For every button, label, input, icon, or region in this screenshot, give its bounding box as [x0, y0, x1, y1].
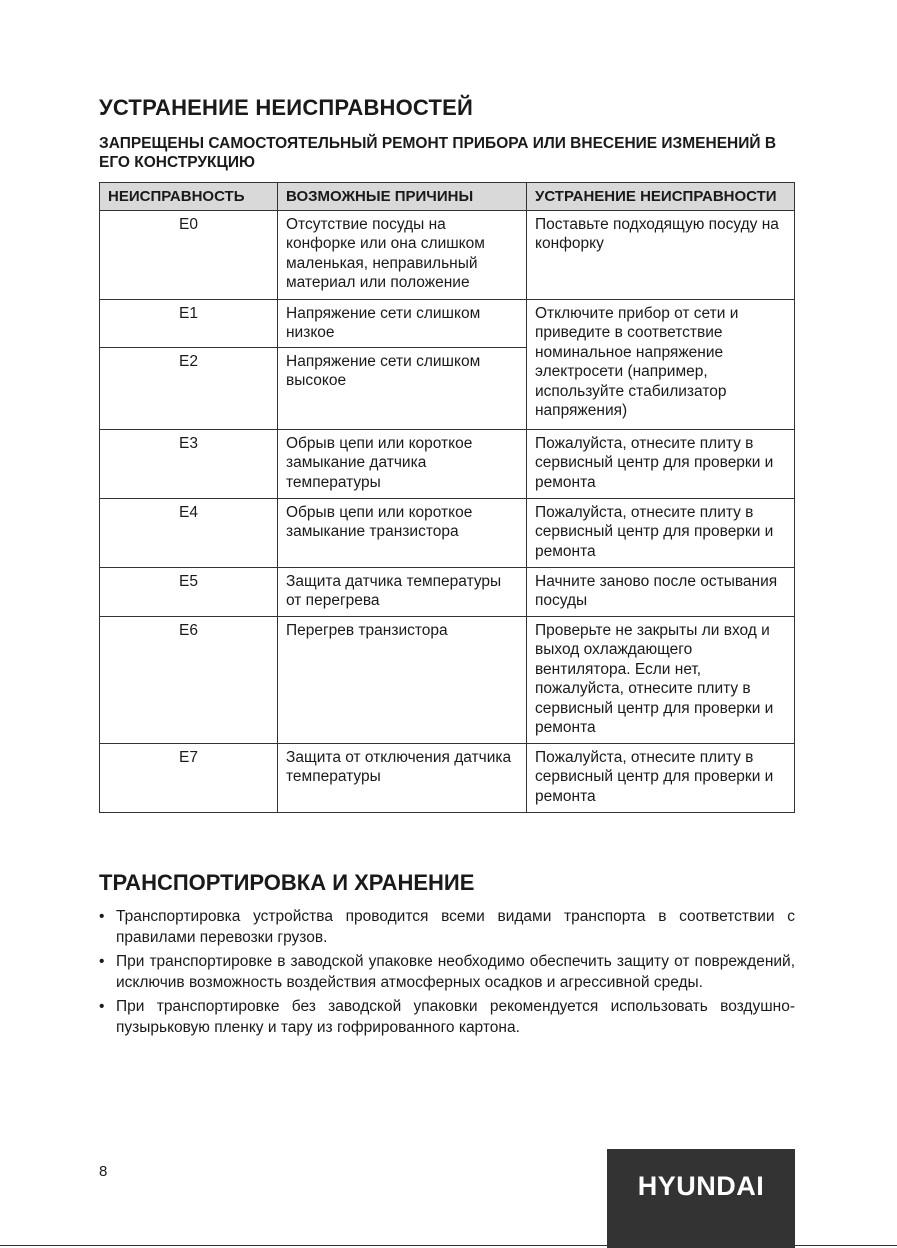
- section-title-troubleshooting: УСТРАНЕНИЕ НЕИСПРАВНОСТЕЙ: [99, 95, 473, 120]
- hyundai-logo: [607, 1149, 795, 1248]
- table-row: [100, 567, 795, 616]
- fault-fix: Начните заново после остывания посуды: [527, 567, 795, 616]
- fault-cause: Отсутствие посуды на конфорке или она слишком маленькая, неправильный материал или положение: [278, 210, 527, 299]
- fault-cause: Обрыв цепи или короткое замыкание датчика температуры: [278, 429, 527, 498]
- table-row: [100, 210, 795, 299]
- fault-cause: Перегрев транзистора: [278, 616, 527, 743]
- fault-cause: Обрыв цепи или короткое замыкание транзистора: [278, 498, 527, 567]
- repair-warning: ЗАПРЕЩЕНЫ САМОСТОЯТЕЛЬНЫЙ РЕМОНТ ПРИБОРА ИЛИ ВНЕСЕНИЕ ИЗМЕНЕНИЙ В ЕГО КОНСТРУКЦИЮ: [99, 135, 777, 171]
- list-item: • При транспортировке в заводской упаковке необходимо обеспечить защиту от повреждений, исключив возможность воздействия атмосферных осадков и агрессивной среды.: [99, 951, 795, 993]
- fault-code: E5: [100, 567, 278, 616]
- page-number: 8: [99, 1163, 108, 1180]
- table-header-row: [100, 183, 795, 211]
- fault-table: [99, 182, 795, 813]
- fault-fix: Поставьте подходящую посуду на конфорку: [527, 210, 795, 299]
- header-causes: ВОЗМОЖНЫЕ ПРИЧИНЫ: [278, 183, 527, 211]
- fault-code: E1: [100, 299, 278, 347]
- logo-text: HYUNDAI: [637, 1170, 765, 1201]
- fault-code: E3: [100, 429, 278, 498]
- bottom-divider: [0, 1245, 897, 1246]
- section-title-transport: ТРАНСПОРТИРОВКА И ХРАНЕНИЕ: [99, 870, 475, 895]
- table-row: [100, 429, 795, 498]
- fault-code: E2: [100, 347, 278, 429]
- fault-fix: Пожалуйста, отнесите плиту в сервисный центр для проверки и ремонта: [527, 429, 795, 498]
- table-row: [100, 498, 795, 567]
- fault-cause: Напряжение сети слишком низкое: [278, 299, 527, 347]
- fault-code: E6: [100, 616, 278, 743]
- table-row: [100, 616, 795, 743]
- table-row: [100, 299, 795, 347]
- fault-cause: Защита датчика температуры от перегрева: [278, 567, 527, 616]
- list-item: • При транспортировке без заводской упаковки рекомендуется использовать воздушно-пузырьковую пленку и тару из гофрированного картона.: [99, 996, 795, 1038]
- transport-list: [99, 906, 795, 1041]
- fault-cause: Защита от отключения датчика температуры: [278, 743, 527, 812]
- fault-fix: Отключите прибор от сети и приведите в соответствие номинальное напряжение электросети (например, используйте стабилизатор напряжения): [527, 299, 795, 429]
- header-fault: НЕИСПРАВНОСТЬ: [100, 183, 278, 211]
- table-row: [100, 743, 795, 812]
- fault-code: E0: [100, 210, 278, 299]
- fault-fix: Пожалуйста, отнесите плиту в сервисный центр для проверки и ремонта: [527, 743, 795, 812]
- fault-code: E4: [100, 498, 278, 567]
- header-fix: УСТРАНЕНИЕ НЕИСПРАВНОСТИ: [527, 183, 795, 211]
- fault-cause: Напряжение сети слишком высокое: [278, 347, 527, 429]
- fault-code: E7: [100, 743, 278, 812]
- fault-fix: Проверьте не закрыты ли вход и выход охлаждающего вентилятора. Если нет, пожалуйста, отнесите плиту в сервисный центр для проверки и ремонта: [527, 616, 795, 743]
- fault-fix: Пожалуйста, отнесите плиту в сервисный центр для проверки и ремонта: [527, 498, 795, 567]
- list-item: • Транспортировка устройства проводится всеми видами транспорта в соответствии с правилами перевозки грузов.: [99, 906, 795, 948]
